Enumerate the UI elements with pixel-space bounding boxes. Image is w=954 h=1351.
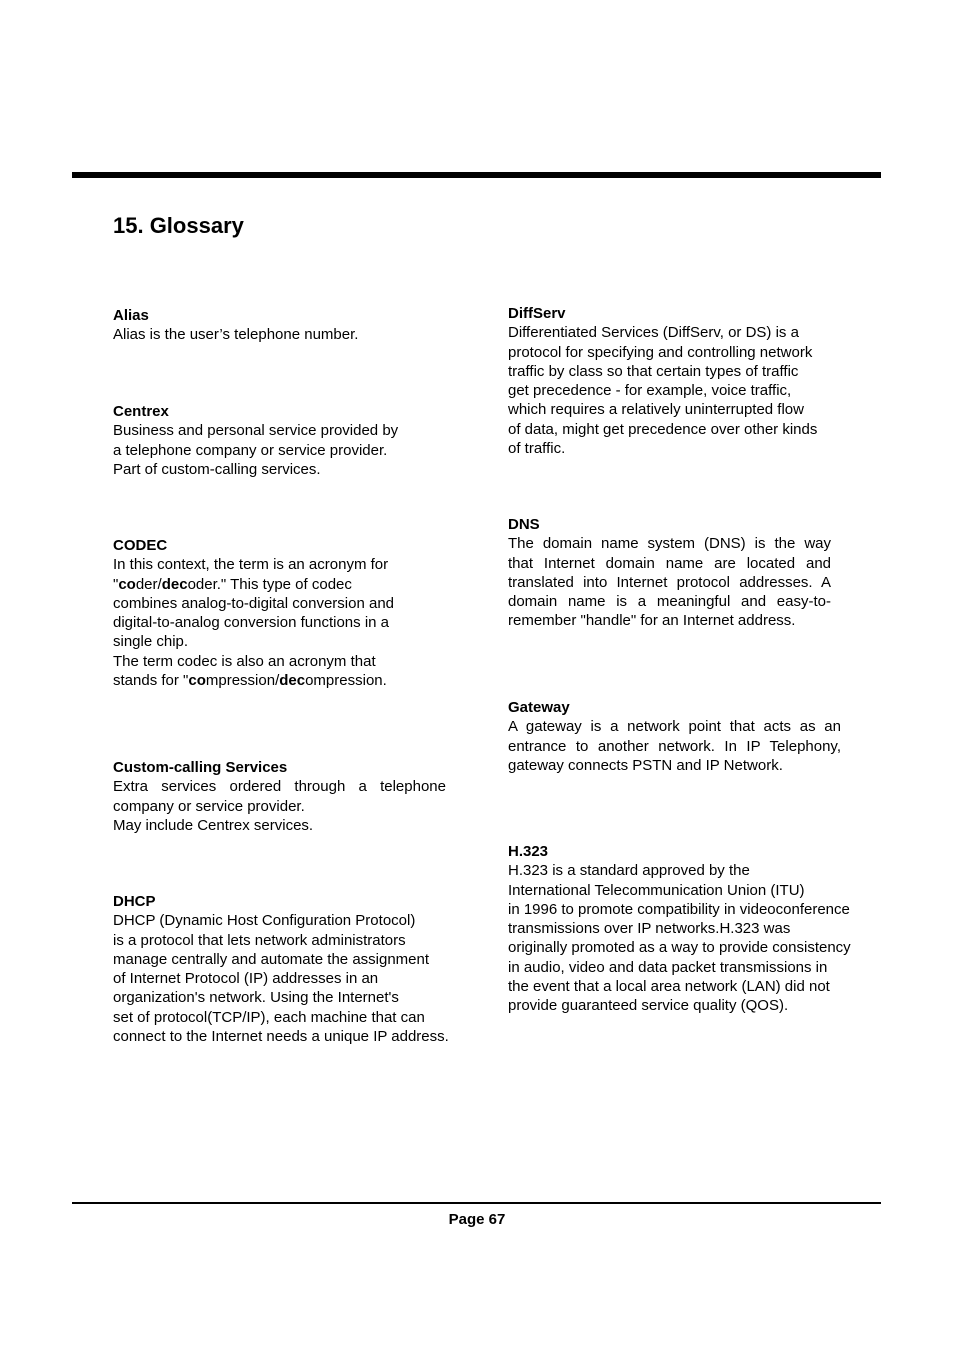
- glossary-entry-gateway: [508, 698, 841, 775]
- term-centrex: Centrex: [113, 403, 169, 420]
- definition-line: stands for "compression/decompression.: [113, 672, 387, 690]
- definition-line: a telephone company or service provider.: [113, 441, 388, 459]
- top-rule: [72, 172, 881, 178]
- bold-fragment: dec: [279, 672, 306, 690]
- definition-line: transmissions over IP networks.H.323 was: [508, 920, 791, 938]
- term-custom-calling-services: Custom-calling Services: [113, 759, 288, 776]
- definition-line: entrance to another network. In IP Telephony,: [508, 737, 841, 755]
- definition-line: Extra services ordered through a telephone: [113, 778, 446, 796]
- bottom-rule: [72, 1202, 881, 1204]
- definition-line: of data, might get precedence over other kinds: [508, 420, 818, 438]
- glossary-entry-dhcp: [113, 892, 478, 1046]
- term-codec: CODEC: [113, 537, 168, 554]
- bold-fragment: dec: [161, 575, 188, 593]
- definition-line: A gateway is a network point that acts as an: [508, 718, 841, 736]
- term-alias: Alias: [113, 307, 149, 324]
- definition-line: combines analog-to-digital conversion and: [113, 594, 395, 612]
- glossary-entry-diffserv: [508, 304, 848, 458]
- definition-line: provide guaranteed service quality (QOS).: [508, 997, 789, 1015]
- term-dns: DNS: [508, 516, 540, 533]
- page-title: 15. Glossary: [113, 213, 244, 238]
- definition-line: which requires a relatively uninterrupted flow: [508, 401, 804, 419]
- bold-fragment: co: [118, 575, 136, 593]
- glossary-entry-custom-calling-services: [113, 758, 446, 835]
- glossary-entry-codec: [113, 536, 433, 690]
- definition-line: "coder/decoder." This type of codec: [113, 575, 352, 593]
- definition-line: Alias is the user’s telephone number.: [113, 326, 359, 344]
- definition-line: that Internet domain name are located and: [508, 554, 831, 572]
- definition-line: is a protocol that lets network administrators: [113, 931, 406, 949]
- definition-line: single chip.: [113, 633, 189, 651]
- definition-line: in audio, video and data packet transmissions in: [508, 958, 828, 976]
- definition-line: organization's network. Using the Internet's: [113, 989, 399, 1007]
- glossary-entry-alias: [113, 306, 453, 345]
- term-diffserv: DiffServ: [508, 305, 566, 322]
- definition-line: of traffic.: [508, 440, 566, 458]
- glossary-entry-centrex: [113, 402, 433, 479]
- glossary-entry-dns: [508, 515, 831, 631]
- definition-line: get precedence - for example, voice traffic,: [508, 382, 792, 400]
- definition-line: manage centrally and automate the assignment: [113, 950, 430, 968]
- definition-line: translated into Internet protocol addresses. A: [508, 573, 831, 591]
- definition-line: H.323 is a standard approved by the: [508, 862, 750, 880]
- definition-line: in 1996 to promote compatibility in videoconference: [508, 900, 850, 918]
- definition-line: International Telecommunication Union (ITU): [508, 881, 805, 899]
- definition-line: In this context, the term is an acronym for: [113, 556, 389, 574]
- term-gateway: Gateway: [508, 699, 570, 716]
- definition-line: DHCP (Dynamic Host Configuration Protocol): [113, 912, 416, 930]
- definition-line: connect to the Internet needs a unique IP address.: [113, 1028, 449, 1046]
- term-dhcp: DHCP: [113, 893, 156, 910]
- definition-line: the event that a local area network (LAN) did not: [508, 978, 830, 996]
- definition-line: originally promoted as a way to provide consistency: [508, 939, 851, 957]
- definition-line: of Internet Protocol (IP) addresses in an: [113, 970, 379, 988]
- definition-line: The domain name system (DNS) is the way: [508, 535, 831, 553]
- definition-line: Business and personal service provided by: [113, 422, 399, 440]
- term-h323: H.323: [508, 843, 549, 860]
- definition-line: remember "handle" for an Internet address.: [508, 612, 796, 630]
- definition-line: May include Centrex services.: [113, 816, 314, 834]
- definition-line: gateway connects PSTN and IP Network.: [508, 756, 783, 774]
- glossary-entry-h323: [508, 842, 878, 1016]
- definition-line: Differentiated Services (DiffServ, or DS) is a: [508, 324, 799, 342]
- definition-line: protocol for specifying and controlling network: [508, 343, 813, 361]
- definition-line: The term codec is also an acronym that: [113, 652, 376, 670]
- bold-fragment: co: [188, 672, 206, 690]
- definition-line: digital-to-analog conversion functions in a: [113, 614, 389, 632]
- definition-line: domain name is a meaningful and easy-to-: [508, 593, 831, 611]
- definition-line: Part of custom-calling services.: [113, 460, 321, 478]
- definition-line: set of protocol(TCP/IP), each machine that can: [113, 1008, 425, 1026]
- definition-line: traffic by class so that certain types of traffic: [508, 362, 799, 380]
- definition-line: company or service provider.: [113, 797, 305, 815]
- page-number: Page 67: [448, 1211, 506, 1228]
